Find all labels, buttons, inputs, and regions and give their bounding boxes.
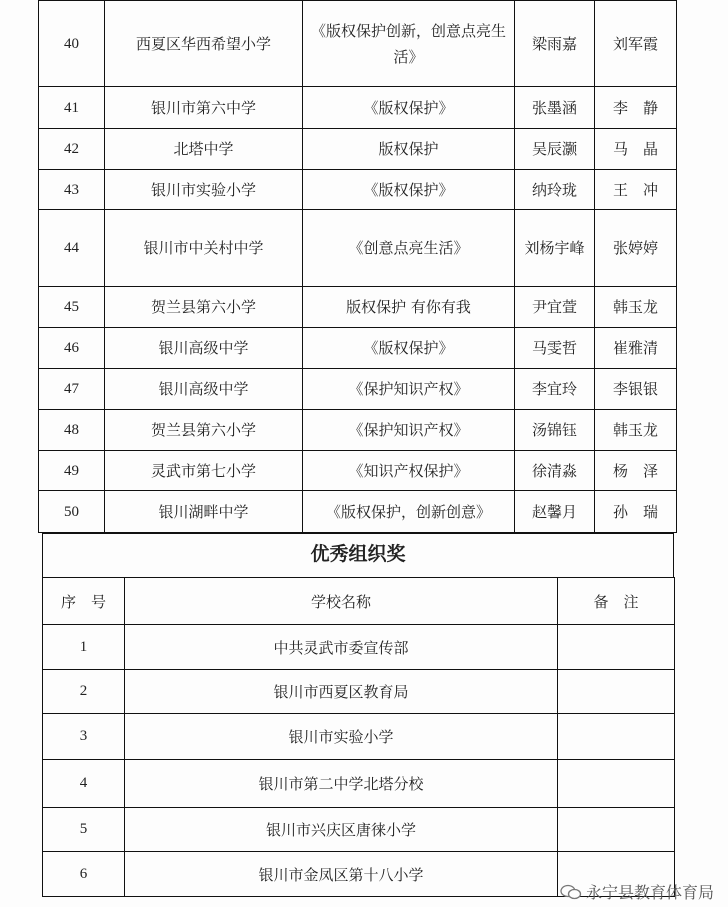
table-row [39,369,677,410]
table-row [39,410,677,451]
student-name: 张墨涵 [515,87,595,129]
table-row [43,808,675,852]
teacher-name: 崔雅清 [595,328,677,369]
school-name: 灵武市第七小学 [105,451,303,491]
work-title: 《版权保护，创新创意》 [303,491,515,533]
remark [558,808,675,852]
school-name: 银川市西夏区教育局 [125,670,558,714]
table-row [39,170,677,210]
header-row [43,578,675,625]
table-row [43,760,675,808]
student-name: 刘杨宇峰 [515,210,595,287]
row-number: 46 [39,328,105,369]
work-title: 《版权保护》 [303,87,515,129]
work-title: 《保护知识产权》 [303,369,515,410]
header-remark: 备 注 [558,578,675,625]
school-name: 银川市实验小学 [105,170,303,210]
awards-table [38,0,677,533]
table-row [43,625,675,670]
row-number: 50 [39,491,105,533]
watermark [560,880,714,903]
student-name: 尹宜萱 [515,287,595,328]
school-name: 银川市中关村中学 [105,210,303,287]
table-row [39,451,677,491]
organization-award-table [42,577,675,897]
table-row [43,714,675,760]
table-row [39,210,677,287]
school-name: 贺兰县第六小学 [105,410,303,451]
student-name: 赵馨月 [515,491,595,533]
row-number: 4 [43,760,125,808]
school-name: 西夏区华西希望小学 [105,1,303,87]
header-no: 序 号 [43,578,125,625]
remark [558,625,675,670]
row-number: 6 [43,852,125,897]
row-number: 44 [39,210,105,287]
row-number: 5 [43,808,125,852]
table-row [39,491,677,533]
student-name: 吴辰灏 [515,129,595,170]
work-title: 《版权保护》 [303,328,515,369]
school-name: 银川湖畔中学 [105,491,303,533]
work-title: 版权保护 [303,129,515,170]
work-title: 版权保护 有你有我 [303,287,515,328]
work-title: 《版权保护创新，创意点亮生活》 [303,1,515,87]
student-name: 李宜玲 [515,369,595,410]
school-name: 银川高级中学 [105,328,303,369]
school-name: 银川市实验小学 [125,714,558,760]
row-number: 49 [39,451,105,491]
school-name: 银川市兴庆区唐徕小学 [125,808,558,852]
header-name: 学校名称 [125,578,558,625]
row-number: 2 [43,670,125,714]
table-row [39,287,677,328]
work-title: 《创意点亮生活》 [303,210,515,287]
table-row [39,328,677,369]
teacher-name: 孙 瑞 [595,491,677,533]
work-title: 《版权保护》 [303,170,515,210]
work-title: 《保护知识产权》 [303,410,515,451]
teacher-name: 杨 泽 [595,451,677,491]
remark [558,670,675,714]
row-number: 40 [39,1,105,87]
teacher-name: 李 静 [595,87,677,129]
row-number: 1 [43,625,125,670]
teacher-name: 李银银 [595,369,677,410]
school-name: 北塔中学 [105,129,303,170]
row-number: 3 [43,714,125,760]
table-row [39,1,677,87]
school-name: 银川市第六中学 [105,87,303,129]
row-number: 42 [39,129,105,170]
teacher-name: 马 晶 [595,129,677,170]
student-name: 徐清淼 [515,451,595,491]
student-name: 梁雨嘉 [515,1,595,87]
section-title: 优秀组织奖 [42,533,674,577]
row-number: 41 [39,87,105,129]
school-name: 贺兰县第六小学 [105,287,303,328]
wechat-icon [560,884,582,900]
school-name: 银川市第二中学北塔分校 [125,760,558,808]
student-name: 马雯哲 [515,328,595,369]
row-number: 48 [39,410,105,451]
watermark-text: 永宁县教育体育局 [585,883,714,902]
table-row [39,87,677,129]
teacher-name: 刘军霞 [595,1,677,87]
teacher-name: 韩玉龙 [595,287,677,328]
teacher-name: 张婷婷 [595,210,677,287]
teacher-name: 王 冲 [595,170,677,210]
student-name: 汤锦钰 [515,410,595,451]
school-name: 银川市金凤区第十八小学 [125,852,558,897]
remark [558,714,675,760]
work-title: 《知识产权保护》 [303,451,515,491]
school-name: 中共灵武市委宣传部 [125,625,558,670]
row-number: 43 [39,170,105,210]
row-number: 45 [39,287,105,328]
student-name: 纳玲珑 [515,170,595,210]
table-row [43,670,675,714]
remark [558,760,675,808]
school-name: 银川高级中学 [105,369,303,410]
table-row [39,129,677,170]
row-number: 47 [39,369,105,410]
teacher-name: 韩玉龙 [595,410,677,451]
